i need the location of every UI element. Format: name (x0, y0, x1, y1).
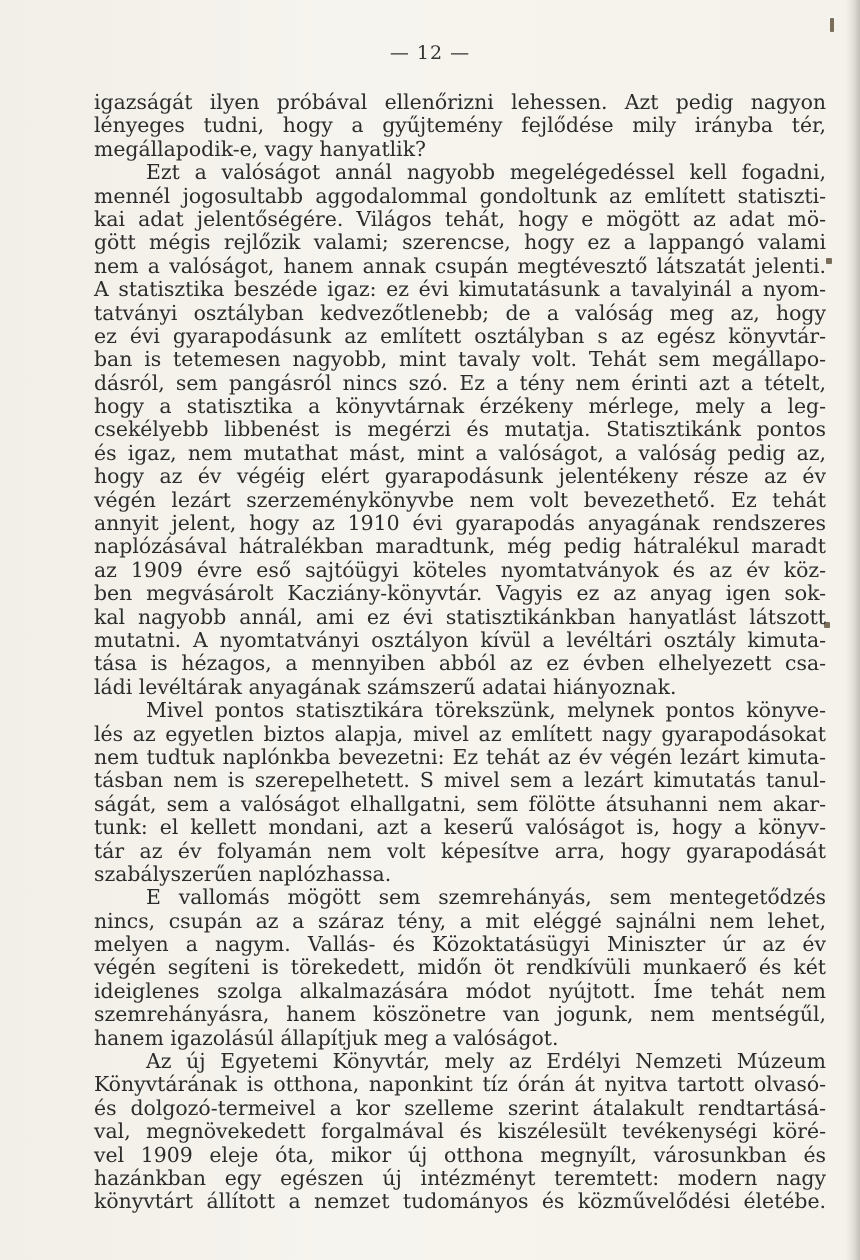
text-line: hanem igazolásúl állapítjuk meg a valóságot. (94, 1025, 559, 1050)
text-line: nem a valóságot, hanem annak csupán megtévesztő látszatát jelenti. (94, 253, 826, 278)
text-line: Ezt a valóságot annál nagyobb megelégedéssel kell fogadni, (146, 160, 826, 185)
text-line: A statisztika beszéde igaz: ez évi kimutatásunk a tavalyinál a nyom- (94, 277, 826, 302)
text-line: szabályszerűen naplózhassa. (94, 861, 392, 886)
text-line: végén segíteni is törekedett, midőn öt rendkívüli munkaerő és két (94, 955, 826, 980)
text-line: tása is hézagos, a mennyiben abból az ez évben elhelyezett csa- (94, 651, 826, 676)
text-line: lényeges tudni, hogy a gyűjtemény fejlődése mily irányba tér, (94, 113, 826, 138)
page-edge-shadow (846, 0, 860, 1260)
text-line: tásban nem is szerepelhetett. S mivel sem a lezárt kimutatás tanul- (94, 768, 826, 793)
text-line: igazságát ilyen próbával ellenőrizni lehessen. Azt pedig nagyon (94, 90, 826, 114)
text-line: hogy a statisztika a könyvtárnak érzékeny mérlege, mely a leg- (94, 394, 826, 419)
text-line: ben megvásárolt Kacziány-könyvtár. Vagyis ez az anyag igen sok- (94, 581, 826, 606)
text-line: melyen a nagym. Vallás- és Közoktatásügyi Miniszter úr az év (94, 932, 826, 957)
text-line: kai adat jelentőségére. Világos tehát, hogy e mögött az adat mö- (94, 206, 826, 231)
margin-mark-middle (826, 258, 832, 264)
text-line: ideiglenes szolga alkalmazására módot nyújtott. Íme tehát nem (94, 978, 826, 1003)
text-line: annyit jelent, hogy az 1910 évi gyarapodás anyagának rendszeres (94, 511, 826, 536)
text-line: csekélyebb libbenést is megérzi és mutatja. Statisztikánk pontos (94, 417, 826, 442)
text-line: tunk: el kellett mondani, azt a keserű valóságot is, hogy a könyv- (94, 815, 826, 840)
text-line: lés az egyetlen biztos alapja, mivel az említett nagy gyarapodásokat (94, 721, 826, 746)
text-line: Könyvtárának is otthona, naponkint tíz órán át nyitva tartott olvasó- (94, 1072, 826, 1097)
text-line: ban is tetemesen nagyobb, mint tavaly volt. Tehát sem megállapo- (94, 347, 826, 372)
text-line: hazánkban egy egészen új intézményt teremtett: modern nagy (94, 1165, 826, 1190)
text-line: ságát, sem a valóságot elhallgatni, sem fölötte átsuhanni nem akar- (94, 791, 826, 816)
text-line: és igaz, nem mutathat mást, mint a valóságot, a valóság pedig az, (94, 440, 826, 465)
text-line: kal nagyobb annál, ami ez évi statisztikánkban hanyatlást látszott (94, 604, 826, 629)
text-line: dásról, sem pangásról nincs szó. Ez a tény nem érinti azt a tételt, (94, 370, 826, 395)
text-line: E vallomás mögött sem szemrehányás, sem mentegetődzés (146, 885, 826, 910)
text-line: vel 1909 eleje óta, mikor új otthona megnyílt, városunkban és (94, 1142, 826, 1167)
text-line: megállapodik-e, vagy hanyatlik? (94, 136, 426, 161)
text-line: szemrehányásra, hanem köszönetre van jogunk, nem mentségűl, (94, 1002, 826, 1027)
text-line: mennél jogosultabb aggodalommal gondoltunk az említett statiszti- (94, 183, 826, 208)
text-line: tár az év folyamán nem volt képesítve arra, hogy gyarapodását (94, 838, 826, 863)
text-line: mutatni. A nyomtatványi osztályon kívül a levéltári osztály kimuta- (94, 627, 826, 652)
text-line: tatványi osztályban kedvezőtlenebb; de a valóság meg az, hogy (94, 300, 826, 325)
page-number: — 12 — (389, 42, 471, 64)
text-line: ládi levéltárak anyagának számszerű adatai hiányoznak. (94, 674, 677, 699)
body-text (94, 91, 826, 1214)
text-line: gött mégis rejlőzik valami; szerencse, hogy ez a lappangó valami (94, 230, 826, 255)
text-line: könyvtárt állított a nemzet tudományos és közművelődési életébe. (94, 1189, 826, 1214)
text-line: Mivel pontos statisztikára törekszünk, melynek pontos könyve- (146, 698, 826, 723)
text-line: az 1909 évre eső sajtóügyi köteles nyomtatványok és az év köz- (94, 557, 826, 582)
text-line: nincs, csupán az a száraz tény, a mit eléggé sajnálni nem lehet, (94, 908, 826, 933)
text-line: ez évi gyarapodásunk az említett osztályban s az egész könyvtár- (94, 323, 826, 348)
text-line: hogy az év végéig elért gyarapodásunk jelentékeny része az év (94, 464, 826, 489)
margin-mark-top (830, 18, 834, 32)
text-line: Az új Egyetemi Könyvtár, mely az Erdélyi Nemzeti Múzeum (146, 1049, 826, 1074)
text-line: végén lezárt szerzeménykönyvbe nem volt bevezethető. Ez tehát (94, 487, 826, 512)
text-line: és dolgozó-termeivel a kor szelleme szerint átalakult rendtartásá- (94, 1095, 826, 1120)
text-line: naplózásával hátralékban maradtunk, még pedig hátralékul maradt (94, 534, 826, 559)
text-line: nem tudtuk naplónkba bevezetni: Ez tehát az év végén lezárt kimuta- (94, 744, 826, 769)
text-line: val, megnövekedett forgalmával és kiszélesült tevékenységi köré- (94, 1119, 826, 1144)
